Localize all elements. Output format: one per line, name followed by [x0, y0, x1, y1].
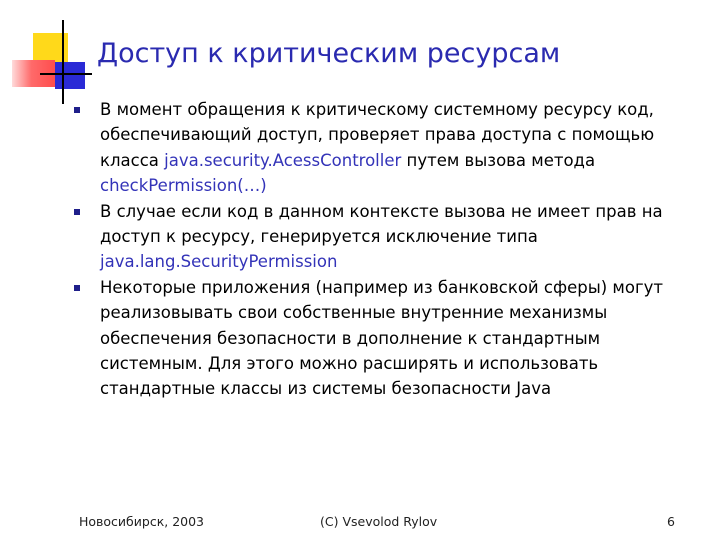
bullet-1-text-1: В момент обращения к критическому системному ресурсу код, обеспечивающий доступ, проверяет права доступа с помощью класса	[100, 100, 655, 170]
bullet-1-text-2: путем вызова метода	[401, 150, 596, 170]
logo-blue-square	[55, 62, 85, 89]
bullet-2-exception-name: java.lang.SecurityPermission	[100, 252, 338, 272]
bullet-marker-icon	[74, 107, 80, 113]
bullet-1-method-name: checkPermission(…)	[100, 176, 267, 196]
bullet-list	[74, 97, 704, 402]
bullet-1-class-name: java.security.AcessController	[164, 150, 402, 170]
bullet-3-text-1: Некоторые приложения (например из банковской сферы) могут реализовывать свои собственные внутренние механизмы обеспечения безопасности в дополнение к стандартным системным. Для этого можно расширять и использовать стандартные классы из системы безопасности Java	[100, 277, 663, 399]
logo-vertical-line	[62, 20, 64, 104]
bullet-item-2	[74, 199, 704, 275]
slide-logo	[0, 0, 90, 110]
bullet-marker-icon	[74, 209, 80, 215]
bullet-marker-icon	[74, 285, 80, 291]
bullet-item-1	[74, 97, 704, 199]
bullet-2-text-1: В случае если код в данном контексте вызова не имеет прав на доступ к ресурсу, генерируется исключение типа	[100, 201, 663, 247]
footer-location-year: Новосибирск, 2003	[79, 514, 205, 529]
slide-title: Доступ к критическим ресурсам	[97, 38, 561, 69]
bullet-item-3	[74, 275, 704, 402]
logo-horizontal-line	[40, 73, 92, 75]
footer-copyright: (C) Vsevolod Rylov	[320, 514, 438, 529]
footer-page-number: 6	[667, 514, 675, 529]
